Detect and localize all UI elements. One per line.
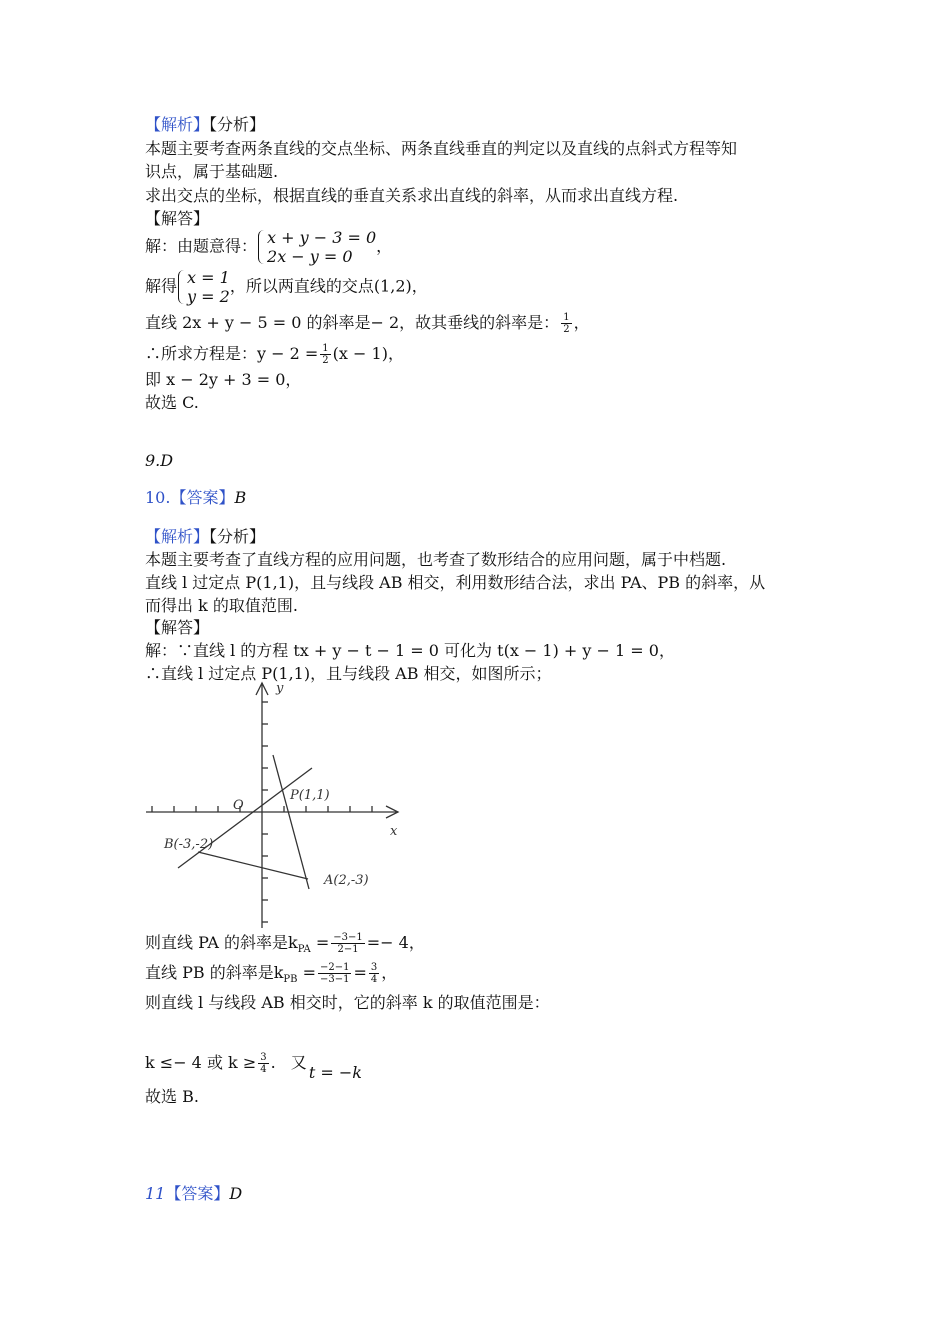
equation: 2x − y = 0	[267, 247, 353, 266]
tag-daan: 【答案】	[170, 488, 235, 507]
denominator: 2	[563, 324, 570, 335]
text: .	[270, 1053, 276, 1072]
coordinate-graph	[140, 675, 410, 935]
fraction	[258, 1052, 268, 1075]
s1-line-6: 故选 C.	[145, 393, 199, 412]
text: 解得	[145, 276, 178, 296]
q10-line-6	[145, 1052, 362, 1082]
text: ，	[376, 236, 393, 256]
q10-line-1: 解：∵直线 l 的方程 tx + y − t − 1 = 0 可化为 t(x − 1) + y − 1 = 0，	[145, 641, 675, 660]
numerator: 1	[322, 343, 329, 354]
numerator: 1	[563, 312, 570, 323]
text: =	[310, 933, 330, 952]
s1-line-2	[145, 268, 428, 306]
q10-para-1: 本题主要考查了直线方程的应用问题，也考查了数形结合的应用问题，属于中档题.	[145, 550, 727, 569]
s1-para-3: 求出交点的坐标，根据直线的垂直关系求出直线的斜率，从而求出直线方程.	[145, 186, 679, 205]
tag-daan: 【答案】	[165, 1184, 230, 1203]
s1-line-3	[145, 312, 590, 335]
label-point-b: B(-3,-2)	[164, 837, 214, 852]
fraction	[369, 962, 379, 985]
label-point-p: P(1,1)	[290, 788, 330, 803]
numerator: −2−1	[319, 962, 350, 973]
s1-tag-jieda: 【解答】	[145, 209, 210, 228]
q10-line-4	[145, 962, 397, 991]
text: =	[353, 963, 367, 982]
equation-system	[177, 268, 230, 306]
equation-system	[257, 228, 376, 266]
text: 解：由题意得：	[145, 236, 258, 256]
q10-tag-jieda: 【解答】	[145, 618, 210, 637]
question-number: 11	[145, 1184, 166, 1203]
denominator: −3−1	[319, 974, 350, 985]
text: ，所以两直线的交点(1,2)，	[229, 276, 428, 296]
label-y: y	[276, 681, 284, 696]
tag-jiexi: 【解析】	[145, 115, 210, 134]
numerator: 3	[370, 962, 378, 973]
label-origin: O	[233, 798, 244, 813]
text: ，	[381, 963, 398, 982]
s1-line-4	[145, 343, 404, 366]
q10-line-3	[145, 932, 425, 961]
q9-answer: 9.D	[145, 451, 174, 470]
text: (x − 1)，	[332, 344, 404, 363]
equation: y = 2	[187, 287, 230, 306]
equation: x = 1	[187, 268, 230, 287]
denominator: 2−1	[337, 944, 359, 955]
q10-para-3: 而得出 k 的取值范围.	[145, 596, 298, 615]
line-pa	[273, 755, 309, 889]
tag-fenxi: 【分析】	[209, 115, 266, 134]
text: ∴所求方程是：y − 2 =	[145, 344, 319, 363]
text: =	[297, 963, 316, 982]
label-x: x	[390, 824, 398, 839]
denominator: 4	[260, 1064, 267, 1075]
q10-para-2: 直线 l 过定点 P(1,1)，且与线段 AB 相交，利用数形结合法，求出 PA、PB 的斜率，从	[145, 573, 766, 592]
q10-answer-line	[145, 487, 246, 509]
equation: t = −k	[308, 1063, 362, 1082]
answer-letter: B	[234, 488, 247, 507]
tag-jiexi: 【解析】	[145, 527, 210, 546]
line-pb	[178, 768, 312, 868]
q10-heading	[145, 526, 265, 548]
s1-para-1: 本题主要考查两条直线的交点坐标、两条直线垂直的判定以及直线的点斜式方程等知	[145, 139, 738, 158]
q10-line-7: 故选 B.	[145, 1087, 199, 1106]
label-point-a: A(2,-3)	[324, 873, 369, 888]
fraction	[320, 343, 330, 366]
s1-heading	[145, 114, 265, 136]
text: 直线 PB 的斜率是k	[145, 963, 284, 982]
s1-line-5: 即 x − 2y + 3 = 0，	[145, 370, 302, 389]
question-number: 10.	[145, 488, 171, 507]
text: 又	[290, 1053, 307, 1072]
fraction	[318, 962, 351, 985]
q10-line-2: ∴直线 l 过定点 P(1,1)，且与线段 AB 相交，如图所示；	[145, 664, 552, 683]
fraction	[331, 932, 364, 955]
subscript: PA	[297, 944, 311, 956]
s1-line-1	[145, 228, 392, 266]
text: ，	[573, 313, 590, 332]
tag-fenxi: 【分析】	[209, 527, 266, 546]
segment-ab	[198, 852, 308, 879]
denominator: 2	[322, 355, 329, 366]
fraction	[561, 312, 571, 335]
text: =− 4，	[366, 933, 425, 952]
numerator: 3	[260, 1052, 267, 1063]
denominator: 4	[370, 974, 378, 985]
answer-letter: D	[229, 1184, 243, 1203]
text: 直线 2x + y − 5 = 0 的斜率是− 2，故其垂线的斜率是：	[145, 313, 560, 332]
subscript: PB	[283, 974, 298, 986]
q11-answer-line	[145, 1183, 242, 1205]
q10-line-5: 则直线 l 与线段 AB 相交时，它的斜率 k 的取值范围是：	[145, 993, 550, 1012]
numerator: −3−1	[333, 932, 363, 943]
text: 则直线 PA 的斜率是k	[145, 933, 298, 952]
equation: x + y − 3 = 0	[267, 228, 377, 247]
text: k ≤− 4 或 k ≥	[145, 1053, 257, 1072]
s1-para-2: 识点，属于基础题.	[145, 162, 279, 181]
